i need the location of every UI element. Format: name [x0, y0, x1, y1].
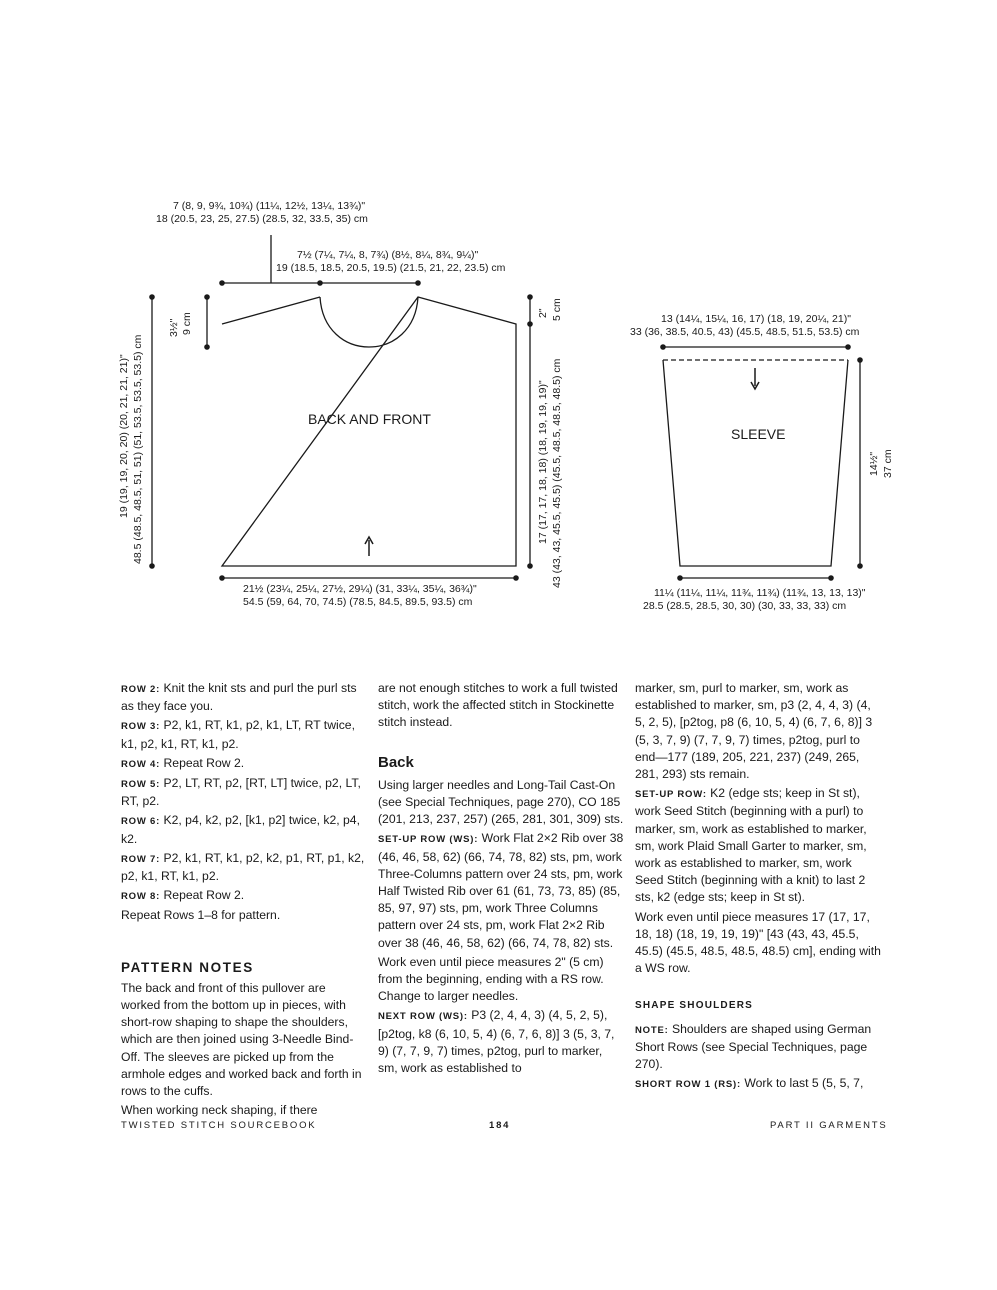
row-3: ROW 3: P2, k1, RT, k1, p2, k1, LT, RT twice, k1, p2, k1, RT, k1, p2. — [121, 718, 355, 751]
notes-paragraph-1: The back and front of this pullover are worked from the bottom up in pieces, with short-row shaping to shape the shoulders, which are then joined using 3-Needle Bind-Off. The sleeves are picked up from the armhole edges and worked back and forth in rows to the cuffs. — [121, 980, 362, 1099]
setup-row: SET-UP ROW: K2 (edge sts; keep in St st), work Seed Stitch (beginning with a purl) to marker, sm, work as established to marker, sm, work Plaid Small Garter to marker, sm, work as established to marker, sm, work Seed Stitch (beginning with a knit) to last 2 sts, k2 (edge sts; keep in St st). — [635, 786, 867, 905]
body-label: BACK AND FRONT — [308, 411, 431, 427]
shoulder-drop-cm: 5 cm — [551, 298, 563, 321]
total-length-in: 19 (19, 19, 20, 20) (20, 21, 21, 21)" — [118, 354, 130, 518]
page-number: 184 — [489, 1120, 511, 1131]
col2-paragraph-2: Using larger needles and Long-Tail Cast-On (see Special Techniques, page 270), CO 185 (201, 213, 237, 257) (265, 281, 301, 309) sts. — [378, 777, 624, 827]
column-1 — [121, 680, 367, 1121]
back-heading: Back — [378, 753, 414, 771]
notes-paragraph-2: When working neck shaping, if there — [121, 1103, 318, 1118]
sleeve-top-width-in: 13 (14¼, 15¼, 16, 17) (18, 19, 20¼, 21)" — [661, 313, 851, 325]
row-5: ROW 5: P2, LT, RT, p2, [RT, LT] twice, p2, LT, RT, p2. — [121, 776, 361, 809]
col3-paragraph-2: Work even until piece measures 17 (17, 17, 18, 18) (18, 19, 19, 19)" [43 (43, 43, 45.5, 45.5) (45.5, 48.5, 48.5, 48.5) cm], ending with a WS row. — [635, 909, 881, 976]
row-7: ROW 7: P2, k1, RT, k1, p2, k2, p1, RT, p1, k2, p2, k1, RT, k1, p2. — [121, 850, 365, 884]
short-row-1: SHORT ROW 1 (RS): Work to last 5 (5, 5, 7, — [635, 1076, 864, 1091]
footer-section: PART II GARMENTS — [770, 1120, 888, 1131]
bottom-width-cm: 54.5 (59, 64, 70, 74.5) (78.5, 84.5, 89.5, 93.5) cm — [243, 596, 473, 608]
sleeve-length-in: 14½" — [868, 451, 880, 476]
sleeve-cuff-width-in: 11¼ (11¼, 11¼, 11¾, 11¾) (11¾, 13, 13, 13)" — [654, 587, 866, 599]
neck-width-cm: 19 (18.5, 18.5, 20.5, 19.5) (21.5, 21, 22, 23.5) cm — [276, 262, 506, 274]
row-8: ROW 8: Repeat Row 2. — [121, 888, 245, 903]
column-2 — [378, 680, 624, 1079]
row-4: ROW 4: Repeat Row 2. — [121, 755, 245, 770]
setup-row-ws: SET-UP ROW (WS): Work Flat 2×2 Rib over 38 (46, 46, 58, 62) (66, 74, 78, 82) sts, pm, work Three-Columns pattern over 24 sts, pm, work Half Twisted Rib over 61 (61, 73, 73, 85) (85, 85, 97, 97) sts, pm, work Three Columns pattern over 24 sts, pm, work Flat 2×2 Rib over 38 (46, 46, 58, 62) (66, 74, 78, 82) sts. — [378, 831, 624, 950]
neck-curve — [320, 297, 418, 347]
shape-shoulders-heading: SHAPE SHOULDERS — [635, 1000, 754, 1012]
sleeve-top-width-cm: 33 (36, 38.5, 40.5, 43) (45.5, 48.5, 51.5, 53.5) cm — [630, 326, 860, 338]
col3-paragraph-1: marker, sm, purl to marker, sm, work as established to marker, sm, p3 (2, 4, 4, 3) (4, 5, 2, 5), [p2tog, p8 (6, 10, 5, 4) (6, 7, 6, 8)] 3 (5, 3, 7, 9) (7, 7, 9, 7) times, p2tog, purl to end—177 (189, 205, 221, 237) (249, 265, 281, 293) sts remain. — [635, 681, 873, 782]
pattern-notes-heading: PATTERN NOTES — [121, 959, 254, 975]
body-outline — [222, 297, 516, 566]
sleeve-label: SLEEVE — [731, 426, 786, 442]
neck-depth-in: 3½" — [168, 318, 180, 337]
sleeve-length-cm: 37 cm — [882, 449, 894, 478]
side-length-in: 17 (17, 17, 18, 18) (18, 19, 19, 19)" — [537, 380, 549, 544]
total-length-cm: 48.5 (48.5, 48.5, 51, 51) (51, 53.5, 53.5, 53.5) cm — [132, 334, 144, 564]
body-top-width-in: 7 (8, 9, 9¾, 10¾) (11¼, 12½, 13¼, 13¾)" — [173, 200, 366, 212]
sleeve-outline — [663, 360, 848, 566]
next-row-ws: NEXT ROW (WS): P3 (2, 4, 4, 3) (4, 5, 2, 5), [p2tog, k8 (6, 10, 5, 4) (6, 7, 6, 8)] 3 (5, 3, 7, 9) (7, 7, 9, 7) times, p2tog, purl to marker, sm, work as established to — [378, 1008, 615, 1076]
sleeve-cuff-width-cm: 28.5 (28.5, 28.5, 30, 30) (30, 33, 33, 33) cm — [643, 600, 847, 612]
repeat-rows: Repeat Rows 1–8 for pattern. — [121, 908, 281, 923]
bottom-width-in: 21½ (23¼, 25¼, 27½, 29¼) (31, 33¼, 35¼, 36¾)" — [243, 583, 477, 595]
row-6: ROW 6: K2, p4, k2, p2, [k1, p2] twice, k2, p4, k2. — [121, 813, 360, 846]
body-top-width-cm: 18 (20.5, 23, 25, 27.5) (28.5, 32, 33.5, 35) cm — [156, 213, 368, 225]
col2-paragraph-3: Work even until piece measures 2" (5 cm) from the beginning, ending with a RS row. Change to larger needles. — [378, 954, 604, 1004]
column-3 — [635, 680, 881, 1095]
col2-paragraph-1: are not enough stitches to work a full twisted stitch, work the affected stitch in Stockinette stitch instead. — [378, 681, 618, 730]
footer-book-title: TWISTED STITCH SOURCEBOOK — [121, 1120, 317, 1131]
shoulder-drop-in: 2" — [537, 308, 549, 318]
side-length-cm: 43 (43, 43, 45.5, 45.5) (45.5, 48.5, 48.5, 48.5) cm — [551, 358, 563, 588]
neck-depth-cm: 9 cm — [181, 312, 193, 335]
row-2: ROW 2: Knit the knit sts and purl the purl sts as they face you. — [121, 681, 357, 714]
shoulder-note: NOTE: Shoulders are shaped using German Short Rows (see Special Techniques, page 270). — [635, 1021, 872, 1072]
neck-width-in: 7½ (7¼, 7¼, 8, 7¾) (8½, 8¼, 8¾, 9¼)" — [297, 249, 479, 261]
